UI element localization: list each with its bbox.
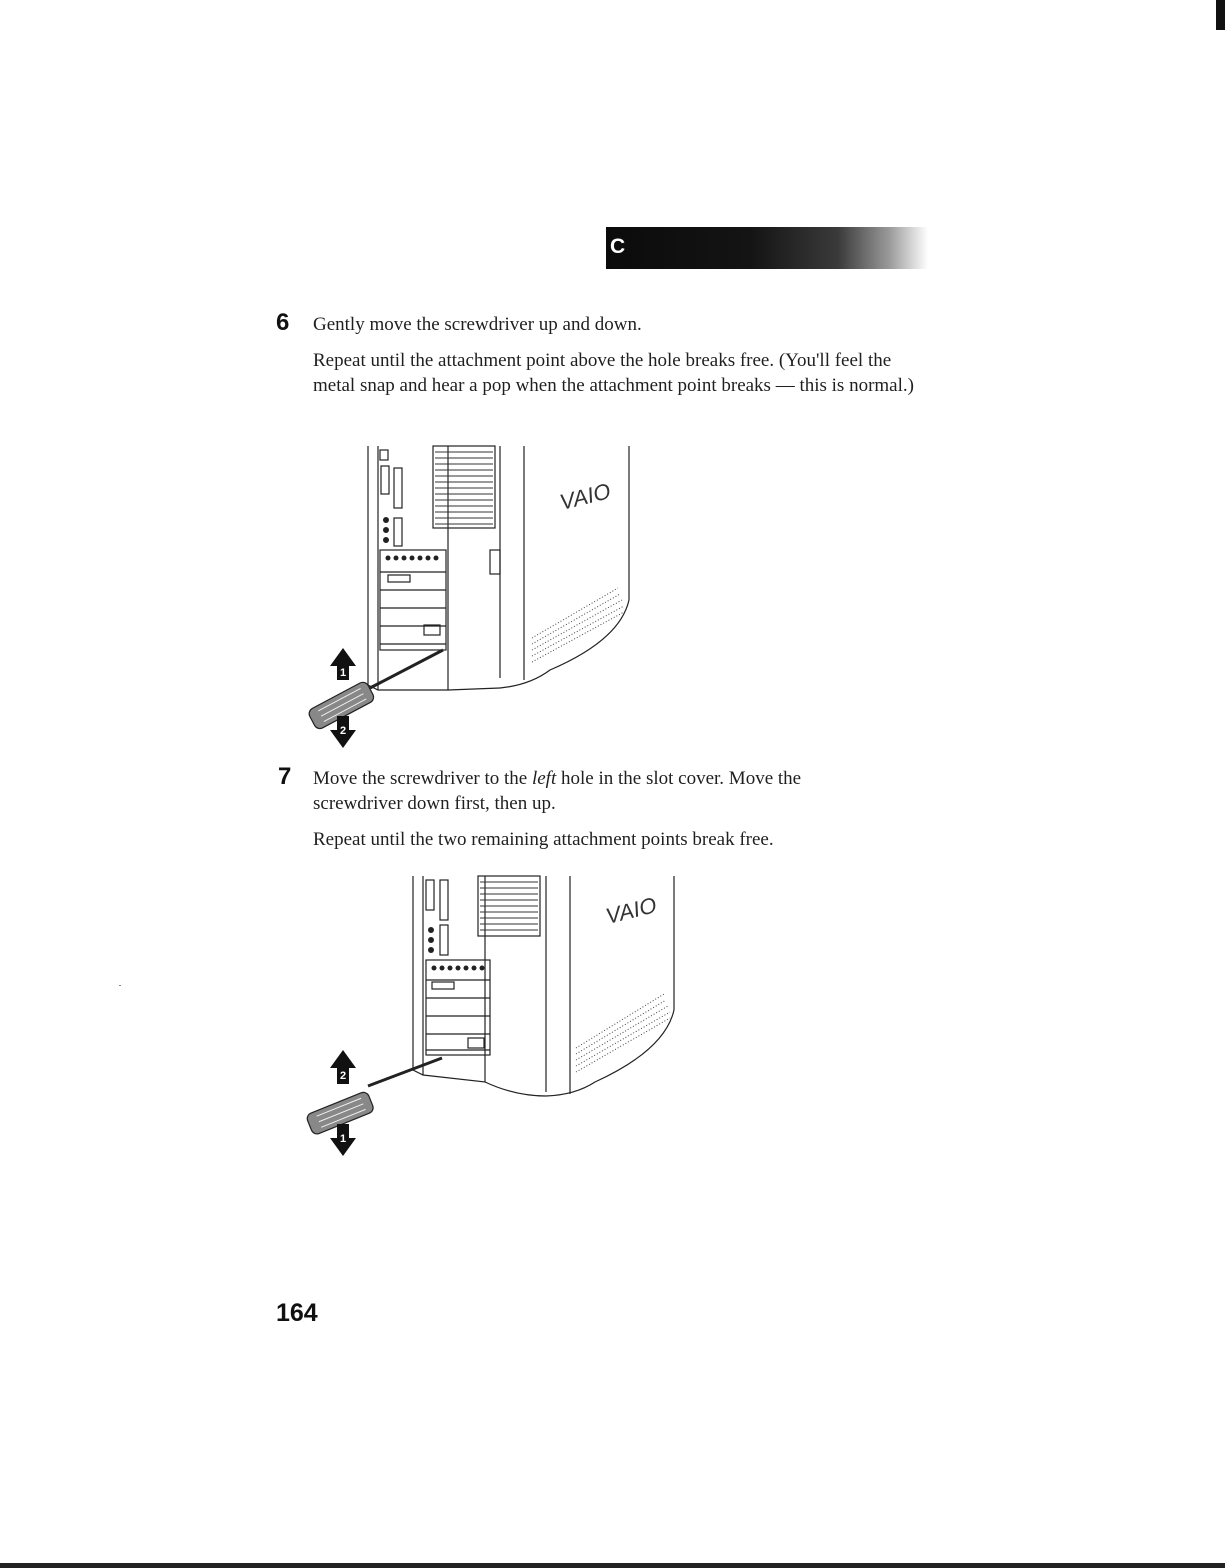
figure-screwdriver-step-6 [300,440,640,760]
chapter-header-letter: C [610,235,626,258]
step-7-instruction-emphasis: left [531,768,557,789]
step-7-detail: Repeat until the two remaining attachment points break free. [313,829,774,850]
step-6-detail: Repeat until the attachment point above the hole breaks free. (You'll feel the metal snap and hear a pop when the attachment point breaks — this is normal.) [313,350,914,396]
step-7-number: 7 [278,763,292,790]
step-7-instruction-end: hole in the slot cover. Move the screwdriver down first, then up. [313,768,802,814]
arrow-down-label: 1 [339,1133,347,1145]
arrow-down-label: 2 [339,725,347,737]
figure-screwdriver-step-7 [300,870,690,1160]
step-6-number: 6 [276,309,290,336]
arrow-up-icon [330,1050,356,1084]
step-6-instruction: Gently move the screwdriver up and down. [313,314,642,335]
vaio-logo: VAIO [557,478,614,515]
page-edge-mark [1216,0,1225,30]
bottom-rule [0,1563,1225,1568]
arrow-up-label: 2 [339,1070,347,1082]
chapter-header-bar [606,227,928,269]
arrow-up-icon [330,648,356,680]
step-7-instruction-start: Move the screwdriver to the [313,768,532,789]
vaio-logo: VAIO [603,892,660,929]
arrow-down-icon [330,1124,356,1156]
step-7-instruction [313,766,893,816]
page-number: 164 [276,1299,318,1327]
arrow-up-label: 1 [339,667,347,679]
scan-speck [119,985,121,986]
